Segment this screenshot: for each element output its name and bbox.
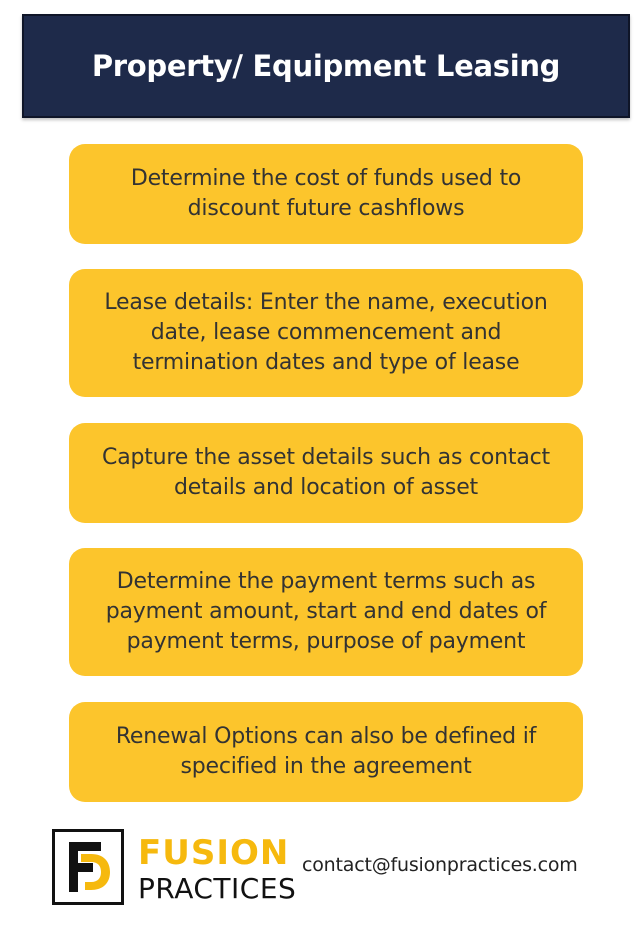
step-card-renewal-options [69,702,583,802]
logo-wordmark-practices: PRACTICES [138,872,297,905]
step-card-lease-details [69,269,583,397]
step-text: Lease details: Enter the name, execution date, lease commencement and termination dates and type of lease [104,290,548,375]
fusion-practices-logo-icon [52,829,124,905]
page-title: Property/ Equipment Leasing [91,49,561,83]
step-text: Determine the cost of funds used to discount future cashflows [130,166,522,221]
step-card-cost-of-funds [69,144,583,244]
step-text: Renewal Options can also be defined if specified in the agreement [115,724,537,779]
step-text: Determine the payment terms such as payment amount, start and end dates of payment terms, purpose of payment [105,569,547,654]
step-card-asset-details [69,423,583,523]
logo-wordmark-fusion: FUSION [138,833,290,873]
title-banner [22,14,630,118]
step-text: Capture the asset details such as contact details and location of asset [102,445,550,500]
step-card-payment-terms [69,548,583,676]
contact-email[interactable]: contact@fusionpractices.com [302,854,578,876]
